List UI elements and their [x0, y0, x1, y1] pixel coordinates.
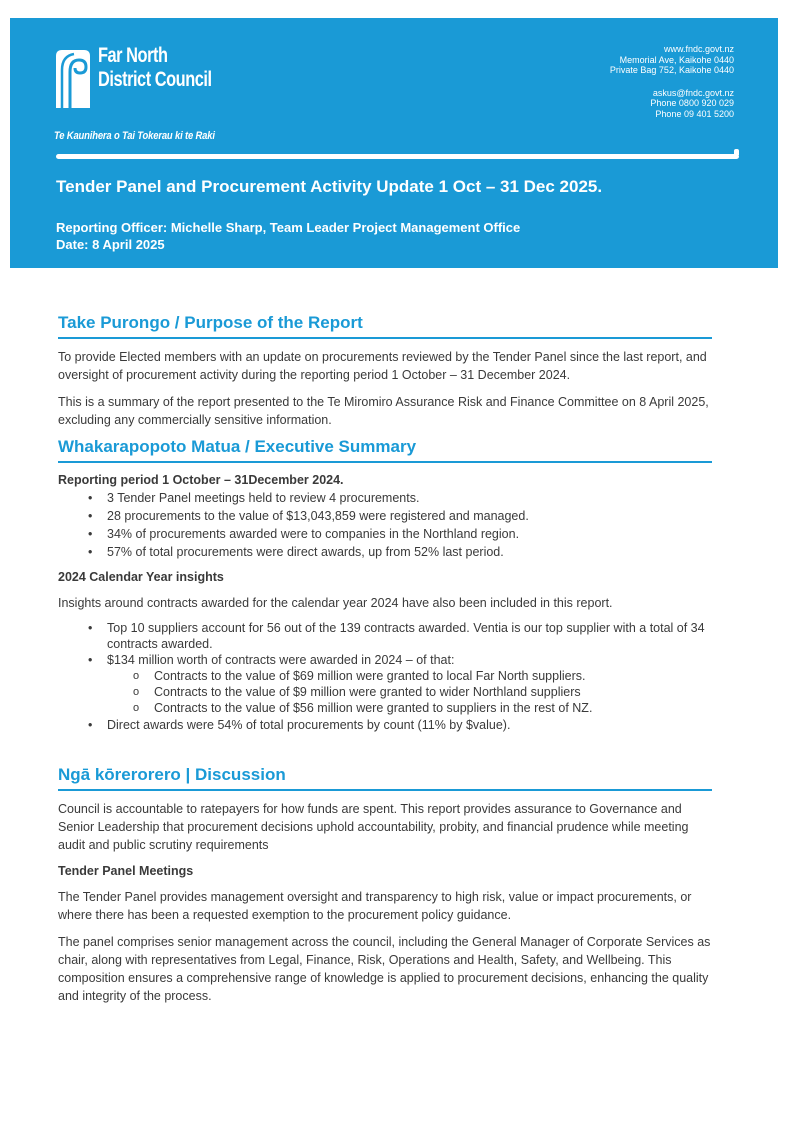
reporting-officer: Reporting Officer: Michelle Sharp, Team Leader Project Management Office — [56, 220, 521, 235]
discussion-paragraph-1: Council is accountable to ratepayers for how funds are spent. This report provides assurance to Governance and Senior Leadership that procurement decisions uphold accountability, probity, and financial prudence while meeting audit and public scrutiny requirements — [58, 802, 689, 852]
list-item: • 3 Tender Panel meetings held to review 4 procurements. — [58, 489, 713, 507]
report-meta — [56, 220, 520, 253]
contact-website: www.fndc.govt.nz — [663, 44, 734, 54]
purpose-paragraph-2: This is a summary of the report presented to the Te Miromiro Assurance Risk and Finance Committee on 8 April 2025, excluding any commercially sensitive information. — [58, 395, 709, 427]
list-item: o Contracts to the value of $69 million were granted to local Far North suppliers. — [107, 668, 713, 684]
report-body — [58, 312, 713, 1005]
purpose-paragraph-1: To provide Elected members with an update on procurements reviewed by the Tender Panel since the last report, and oversight of procurement activity during the reporting period 1 October – 31 December 2024. — [58, 350, 707, 382]
insights-bullet-2-text: $134 million worth of contracts were awarded in 2024 – of that: — [107, 653, 455, 667]
list-item: • 57% of total procurements were direct awards, up from 52% last period. — [58, 543, 713, 561]
council-logo-icon — [54, 48, 92, 110]
contact-email: askus@fndc.govt.nz — [652, 87, 734, 98]
summary-heading: Whakarapopoto Matua / Executive Summary — [58, 436, 712, 463]
reporting-period-label: Reporting period 1 October – 31December 2024. — [58, 473, 344, 487]
council-name-line1: Far North — [98, 44, 168, 67]
discussion-paragraph-3: The panel comprises senior management across the council, including the General Manager of Corporate Services as chair, along with representatives from Legal, Finance, Risk, Operations and Health, Safety, and Wellbeing. This composition ensures a comprehensive range of knowledge is applied to procurement decisions, enhancing the quality and integrity of the process. — [58, 935, 711, 1003]
council-tagline: Te Kaunihera o Tai Tokerau ki te Raki — [54, 130, 215, 142]
report-header — [10, 18, 778, 268]
contact-phone2: Phone 09 401 5200 — [655, 108, 734, 119]
council-name — [98, 44, 212, 92]
list-item: o Contracts to the value of $9 million were granted to wider Northland suppliers — [107, 684, 713, 700]
list-item: • Direct awards were 54% of total procurements by count (11% by $value). — [58, 716, 713, 734]
contact-address1: Memorial Ave, Kaikohe 0440 — [619, 54, 734, 65]
insights-sub-list — [107, 668, 713, 716]
header-divider — [56, 154, 739, 159]
list-item: • 34% of procurements awarded were to companies in the Northland region. — [58, 525, 713, 543]
insights-intro: Insights around contracts awarded for the calendar year 2024 have also been included in this report. — [58, 596, 613, 610]
discussion-paragraph-2: The Tender Panel provides management oversight and transparency to high risk, value or impact procurements, or where there has been a requested exemption to the procurement policy guidance. — [58, 890, 692, 922]
header-divider-end — [734, 149, 739, 155]
purpose-heading: Take Purongo / Purpose of the Report — [58, 312, 712, 339]
insights-label: 2024 Calendar Year insights — [58, 570, 224, 584]
insights-bullet-list — [58, 620, 713, 734]
list-item: o Contracts to the value of $56 million were granted to suppliers in the rest of NZ. — [107, 700, 713, 716]
tender-panel-meetings-label: Tender Panel Meetings — [58, 864, 194, 878]
contact-address2: Private Bag 752, Kaikohe 0440 — [609, 65, 734, 75]
discussion-heading: Ngā kōrerorero | Discussion — [58, 764, 712, 791]
list-item — [58, 652, 713, 716]
council-name-line2: District Council — [98, 68, 212, 91]
report-title: Tender Panel and Procurement Activity Update 1 Oct – 31 Dec 2025. — [56, 177, 603, 196]
contact-phone1: Phone 0800 920 029 — [650, 98, 734, 108]
report-date: Date: 8 April 2025 — [56, 236, 165, 252]
contact-block — [610, 44, 734, 119]
list-item: • 28 procurements to the value of $13,043,859 were registered and managed. — [58, 507, 713, 525]
council-logo — [54, 44, 214, 144]
period-bullet-list — [58, 489, 713, 561]
list-item: • Top 10 suppliers account for 56 out of the 139 contracts awarded. Ventia is our top supplier with a total of 34 contracts awarded. — [58, 620, 713, 652]
